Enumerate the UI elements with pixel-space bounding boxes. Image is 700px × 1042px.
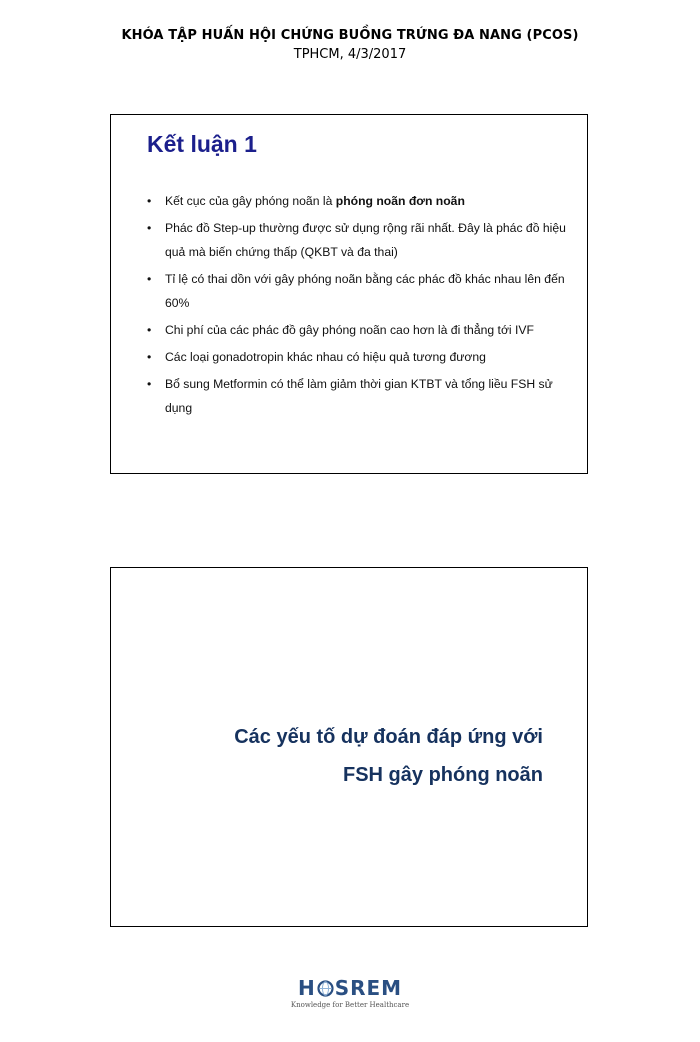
bullet-text: Kết cục của gây phóng noãn là (165, 194, 336, 208)
slide-section-title (110, 567, 588, 927)
document-title: KHÓA TẬP HUẤN HỘI CHỨNG BUỒNG TRỨNG ĐA NANG (PCOS) (121, 28, 579, 43)
section-title-line-2: FSH gây phóng noãn (343, 764, 543, 786)
bullet-dot-icon: • (147, 221, 152, 235)
bullet-item (147, 216, 567, 264)
logo-suffix: SREM (334, 976, 403, 1000)
bullet-dot-icon: • (147, 350, 152, 364)
bullet-item (147, 267, 567, 315)
bullet-text: Tỉ lệ có thai dồn với gây phóng noãn bằng các phác đồ khác nhau lên đến 60% (165, 272, 565, 310)
logo-tagline: Knowledge for Better Healthcare (290, 1001, 410, 1009)
bullet-dot-icon: • (147, 377, 152, 391)
document-subtitle: TPHCM, 4/3/2017 (293, 47, 407, 62)
bullet-list (147, 189, 567, 423)
bullet-item (147, 189, 567, 213)
page-header (0, 28, 700, 62)
bullet-text: Phác đồ Step-up thường được sử dụng rộng rãi nhất. Đây là phác đồ hiệu quả mà biến chứng thấp (QKBT và đa thai) (165, 221, 566, 259)
bullet-item (147, 318, 567, 342)
bullet-dot-icon: • (147, 272, 152, 286)
bullet-text: Các loại gonadotropin khác nhau có hiệu quả tương đương (165, 350, 486, 364)
slide-conclusion-1 (110, 114, 588, 474)
logo-wordmark (0, 976, 700, 1000)
section-title-line-1: Các yếu tố dự đoán đáp ứng với (234, 726, 543, 748)
logo-globe-icon (317, 980, 334, 997)
section-title (234, 718, 543, 794)
bullet-dot-icon: • (147, 194, 152, 208)
bullet-item (147, 372, 567, 420)
bullet-text: Bổ sung Metformin có thể làm giảm thời gian KTBT và tổng liều FSH sử dụng (165, 377, 553, 415)
slide-heading: Kết luận 1 (147, 131, 257, 157)
bullet-text: Chi phí của các phác đồ gây phóng noãn cao hơn là đi thẳng tới IVF (165, 323, 534, 337)
hosrem-logo (0, 976, 700, 1009)
bullet-item (147, 345, 567, 369)
bullet-bold-text: phóng noãn đơn noãn (335, 194, 465, 208)
bullet-dot-icon: • (147, 323, 152, 337)
logo-prefix: H (297, 976, 316, 1000)
